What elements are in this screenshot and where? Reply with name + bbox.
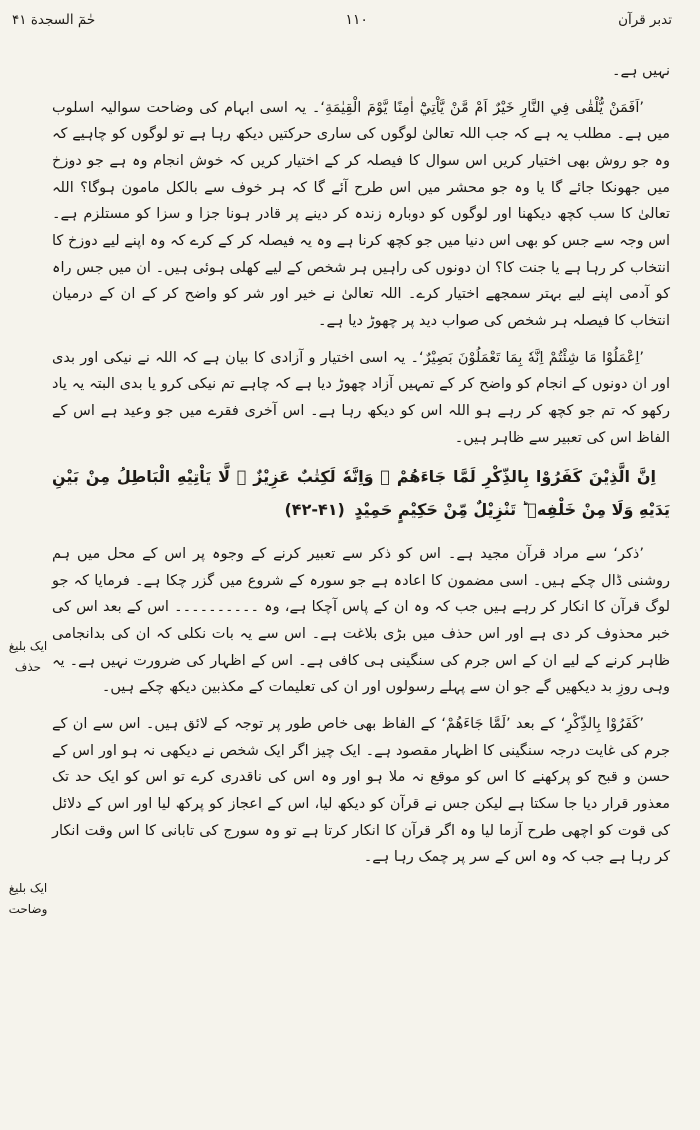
margin-note-eloquent-clarification: ایک بلیغ وضاحت (8, 881, 48, 916)
body-paragraph-1: ’اَفَمَنْ يُّلْقٰى فِي النَّارِ خَيْرٌ اَمْ مَّنْ يَّاْتِيْٓ اٰمِنًا يَّوْمَ الْقِيٰمَةِ‘۔ یہ اسی ابہام کی وضاحت سوالیہ اسلوب میں ہے۔ مطلب یہ ہے کہ جب اللہ تعالیٰ لوگوں کی ساری حرکتیں دیکھ رہا ہے تو لوگوں کو چاہیے کہ وہ جو روش بھی اختیار کریں اس سوال کا فیصلہ کر کے اختیار کریں کہ خوش انجام وہ ہے جو دوزخ میں جھونکا جائے گا یا وہ جو محشر میں اس طرح آئے گا کہ ہر خوف سے بالکل مامون ہوگا؟ اللہ تعالیٰ کا سب کچھ دیکھنا اور لوگوں کو دوبارہ زندہ کر دینے پر قادر ہونا جزا و سزا کو مستلزم ہے۔ اس وجہ سے جس کو بھی اس دنیا میں جو کچھ کرنا ہے وہ یہ فیصلہ کر کے کرے کہ وہ اپنے لیے دوزخ کا انتخاب کر رہا ہے یا جنت کا؟ ان دونوں کی راہیں ہر شخص کے لیے کھلی ہوئی ہیں۔ ان میں جس راہ کو آدمی اپنے لیے بہتر سمجھے اختیار کرے۔ اللہ تعالیٰ نے خیر اور شر کو واضح کر کے ان کے درمیان انتخاب کا فیصلہ ہر شخص کی صواب دید پر چھوڑ دیا ہے۔ (52, 99, 670, 330)
page-header (0, 0, 700, 28)
chapter-title: حٰمٓ السجدة ۴۱ (12, 12, 96, 28)
quran-verse-block (52, 461, 670, 527)
verse-reference: (۴۱-۴۲) (284, 500, 345, 520)
page-number: ۱۱۰ (345, 12, 368, 28)
book-title: تدبر قرآن (618, 12, 672, 28)
margin-note-eloquent-ellipsis: ایک بلیغ حذف (8, 639, 48, 674)
body-paragraph-3: ’ذکر‘ سے مراد قرآن مجید ہے۔ اس کو ذکر سے تعبیر کرنے کے وجوہ پر اس کے محل میں ہم روشنی ڈال چکے ہیں۔ اسی مضمون کا اعادہ ہے جو سورہ کے شروع میں گزر چکا ہے۔ فرمایا کہ جو لوگ قرآن کا انکار کر رہے ہیں جب کہ وہ ان کے پاس آچکا ہے، وہ ۔۔۔۔۔۔۔۔۔۔ اس کے بعد اس کی خبر محذوف کر دی ہے اور اس حذف میں بڑی بلاغت ہے۔ اس سے یہ بات نکلی کہ ان کی بدانجامی ظاہر کرنے کے لیے ان کے اس جرم کی سنگینی ہی کافی ہے۔ اس کے اظہار کی ضرورت نہیں ہے۔ یہ وہی روزِ بد دیکھیں گے جو ان سے پہلے رسولوں اور ان کی تعلیمات کے مکذبین دیکھ چکے ہیں۔ (52, 546, 670, 696)
verse-text: اِنَّ الَّذِيْنَ كَفَرُوْا بِالذِّكْرِ لَمَّا جَاءَهُمْ ۚ وَاِنَّهٗ لَكِتٰبٌ عَزِيْزٌ ۙ لَّا يَاْتِيْهِ الْبَاطِلُ مِنْ بَيْنِ يَدَيْهِ وَلَا مِنْ خَلْفِهٖ ؕ تَنْزِيْلٌ مِّنْ حَكِيْمٍ حَمِيْدٍ (52, 467, 670, 520)
continuation-line: نہیں ہے۔ (611, 63, 670, 79)
body-paragraph-2: ’اِعْمَلُوْا مَا شِئْتُمْ اِنَّهٗ بِمَا تَعْمَلُوْنَ بَصِيْرٌ‘۔ یہ اسی اختیار و آزادی کا بیان ہے کہ اللہ نے نیکی اور بدی اور ان دونوں کے انجام کو واضح کر کے تمہیں آزاد چھوڑ دیا ہے کہ چاہے تم نیکی کرو یا بدی البتہ یہ یاد رکھو کہ تم جو کچھ کر رہے ہو اللہ اس کو دیکھ رہا ہے۔ اس آخری فقرے میں جو وعید ہے اس کے الفاظ اس کی تعبیر سے ظاہر ہیں۔ (52, 349, 670, 446)
body-paragraph-4: ’كَفَرُوْا بِالذِّكْرِ‘ کے بعد ’لَمَّا جَاءَهُمْ‘ کے الفاظ بھی خاص طور پر توجہ کے لائق ہیں۔ اس سے ان کے جرم کی غایت درجہ سنگینی کا اظہار مقصود ہے۔ ایک چیز اگر ایک شخص نے دیکھی نہ ہو اور اس کے حسن و قبح کو پرکھنے کا اس کو موقع نہ ملا ہو اور وہ اس کی ناقدری کرے تو اس کو ایک حد تک معذور قرار دیا جا سکتا ہے لیکن جس نے قرآن کو دیکھ لیا، اس کے اعجاز کو پرکھ لیا اور اس کے دلائل کی قوت کو اچھی طرح آزما لیا وہ اگر قرآن کا انکار کرتا ہے تو وہ سورج کی تابانی کا اس وقت انکار کر رہا ہے جب کہ وہ اس کے سر پر چمک رہا ہے۔ (52, 716, 670, 866)
page-body (0, 28, 700, 871)
